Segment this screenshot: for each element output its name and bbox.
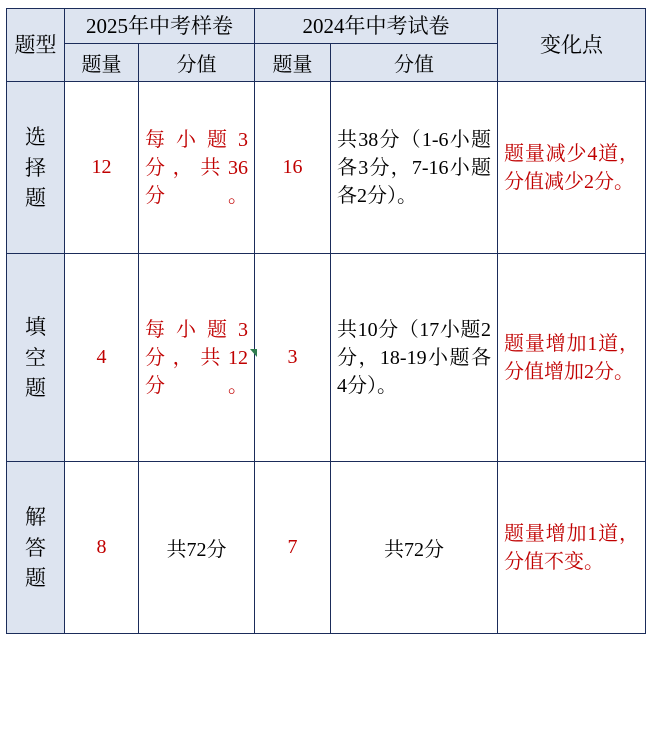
row-label-char-1: 解 [25, 505, 46, 530]
cell-change-choice: 题量减少4道，分值减少2分。 [498, 82, 646, 254]
row-label-char-1: 填 [25, 315, 46, 340]
header-cell-2025-paper: 2025年中考样卷 [65, 9, 255, 44]
cell-2024-score-answer: 共72分 [331, 462, 498, 634]
row-label-char-2: 空 [25, 345, 46, 370]
row-label-fill [7, 254, 65, 462]
header-cell-question-type: 题型 [7, 9, 65, 82]
row-label-char-1: 选 [25, 125, 46, 150]
row-label-char-3: 题 [25, 185, 46, 210]
cell-2024-score-choice: 共38分（1-6小题各3分，7-16小题各2分）。 [331, 82, 498, 254]
row-label-char-2: 择 [25, 155, 46, 180]
cell-2025-quantity-fill: 4 [65, 254, 139, 462]
cell-2024-quantity-choice: 16 [255, 82, 331, 254]
header-cell-2025-score: 分值 [139, 44, 255, 82]
cell-2024-quantity-answer: 7 [255, 462, 331, 634]
header-cell-2025-quantity: 题量 [65, 44, 139, 82]
cell-change-fill: 题量增加1道，分值增加2分。 [498, 254, 646, 462]
cell-2025-score-answer: 共72分 [139, 462, 255, 634]
row-label-answer [7, 462, 65, 634]
table-row [7, 462, 646, 634]
header-cell-2024-score: 分值 [331, 44, 498, 82]
row-label-choice [7, 82, 65, 254]
cell-2025-quantity-answer: 8 [65, 462, 139, 634]
cell-2024-quantity-fill: 3 [255, 254, 331, 462]
header-cell-2024-paper: 2024年中考试卷 [255, 9, 498, 44]
table-row [7, 254, 646, 462]
row-label-char-3: 题 [25, 375, 46, 400]
document-page [0, 8, 647, 750]
table-row [7, 82, 646, 254]
cell-change-answer: 题量增加1道，分值不变。 [498, 462, 646, 634]
cell-2025-quantity-choice: 12 [65, 82, 139, 254]
header-cell-change-point: 变化点 [498, 9, 646, 82]
header-cell-2024-quantity: 题量 [255, 44, 331, 82]
cell-2025-score-choice: 每小题3分，共36分。 [139, 82, 255, 254]
cell-2024-score-fill: 共10分（17小题2分，18-19小题各4分）。 [331, 254, 498, 462]
row-label-char-3: 题 [25, 565, 46, 590]
table-header-row-top [7, 9, 646, 44]
row-label-char-2: 答 [25, 535, 46, 560]
exam-comparison-table [6, 8, 646, 634]
cell-2025-score-fill: 每小题3分，共12分。 [139, 254, 255, 462]
